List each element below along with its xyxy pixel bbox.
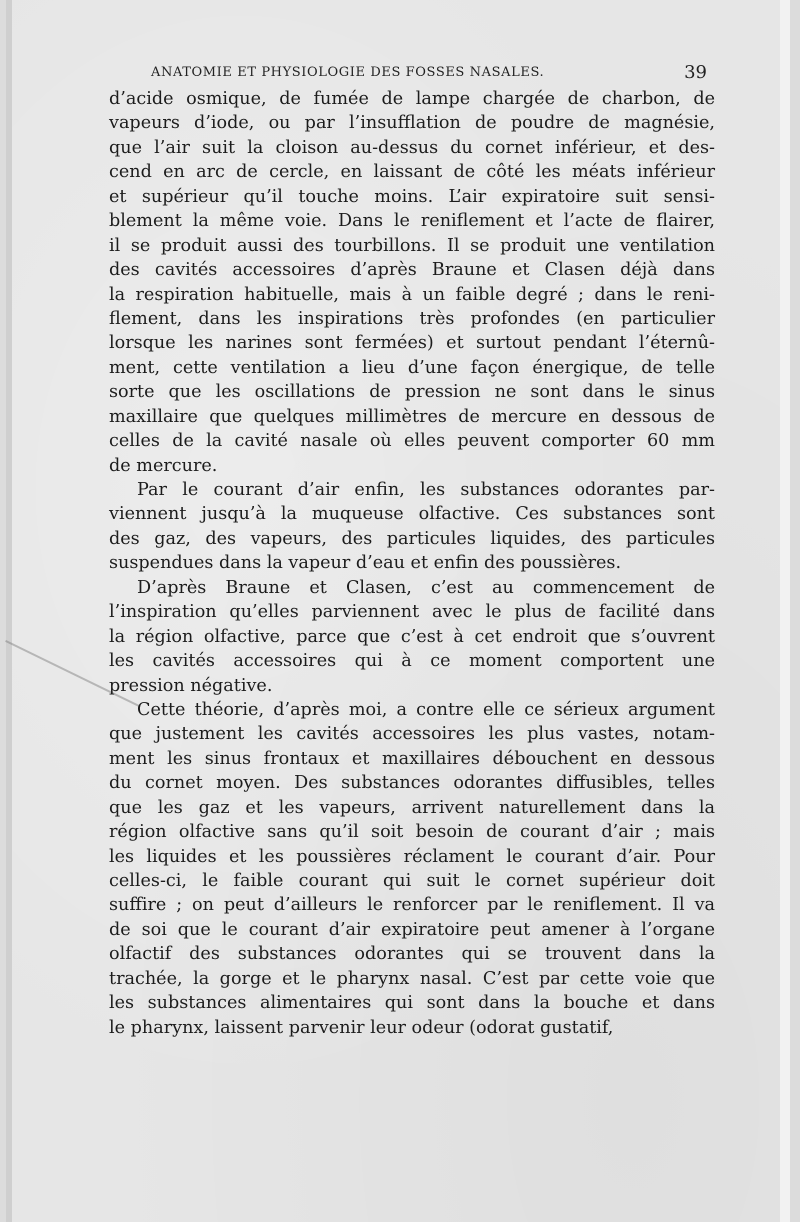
text-line: flement, dans les inspirations très profondes (en particulier	[109, 308, 715, 329]
body-text	[109, 87, 715, 1040]
text-line: pression négative.	[109, 675, 273, 696]
text-line: cend en arc de cercle, en laissant de côté les méats inférieur	[109, 162, 715, 183]
text-line: de soi que le courant d’air expiratoire peut amener à l’organe	[109, 919, 715, 940]
text-line: les substances alimentaires qui sont dans la bouche et dans	[109, 993, 715, 1014]
text-line: viennent jusqu’à la muqueuse olfactive. Ces substances sont	[109, 504, 715, 525]
page-number: 39	[684, 62, 707, 83]
text-line: région olfactive sans qu’il soit besoin de courant d’air ; mais	[109, 822, 715, 843]
text-line: que les gaz et les vapeurs, arrivent naturellement dans la	[109, 797, 715, 818]
text-line: trachée, la gorge et le pharynx nasal. C’est par cette voie que	[109, 968, 715, 989]
text-line: le pharynx, laissent parvenir leur odeur (odorat gustatif,	[109, 1017, 614, 1038]
text-line: sorte que les oscillations de pression ne sont dans le sinus	[109, 382, 715, 403]
text-line: suspendues dans la vapeur d’eau et enfin des poussières.	[109, 553, 622, 574]
text-line: du cornet moyen. Des substances odorantes diffusibles, telles	[109, 773, 715, 794]
text-line: blement la même voie. Dans le reniflement et l’acte de flairer,	[109, 211, 715, 232]
text-line: des gaz, des vapeurs, des particules liquides, des particules	[109, 528, 715, 549]
text-line: ment les sinus frontaux et maxillaires débouchent en dessous	[109, 748, 715, 769]
text-line: que justement les cavités accessoires les plus vastes, notam-	[109, 724, 715, 745]
page-header	[109, 62, 715, 84]
text-line: les liquides et les poussières réclament le courant d’air. Pour	[109, 846, 715, 867]
text-line: D’après Braune et Clasen, c’est au commencement de	[137, 577, 715, 598]
book-page	[6, 0, 790, 1222]
page-right-edge	[780, 0, 790, 1222]
text-line: l’inspiration qu’elles parviennent avec le plus de facilité dans	[109, 602, 715, 623]
paragraph	[109, 698, 715, 1040]
paragraph	[109, 576, 715, 698]
text-line: Par le courant d’air enfin, les substances odorantes par-	[137, 480, 715, 500]
text-line: et supérieur qu’il touche moins. L’air expiratoire suit sensi-	[109, 186, 715, 207]
text-line: les cavités accessoires qui à ce moment comportent une	[109, 651, 715, 672]
text-line: vapeurs d’iode, ou par l’insufflation de poudre de magnésie,	[109, 113, 715, 134]
page-left-edge	[6, 0, 12, 1222]
text-line: la région olfactive, parce que c’est à cet endroit que s’ouvrent	[109, 626, 715, 647]
text-line: ment, cette ventilation a lieu d’une façon énergique, de telle	[109, 357, 715, 378]
text-line: maxillaire que quelques millimètres de mercure en dessous de	[109, 406, 715, 427]
text-line: de mercure.	[109, 455, 218, 476]
text-line: suffire ; on peut d’ailleurs le renforcer par le reniflement. Il va	[109, 895, 715, 916]
text-line: Cette théorie, d’après moi, a contre elle ce sérieux argument	[137, 699, 715, 720]
text-line: il se produit aussi des tourbillons. Il se produit une ventilation	[109, 235, 715, 256]
text-line: des cavités accessoires d’après Braune et Clasen déjà dans	[109, 260, 715, 281]
running-title: ANATOMIE ET PHYSIOLOGIE DES FOSSES NASALES.	[151, 65, 545, 80]
text-line: d’acide osmique, de fumée de lampe chargée de charbon, de	[109, 89, 715, 109]
text-line: que l’air suit la cloison au-dessus du cornet inférieur, et des-	[109, 137, 715, 158]
text-line: celles de la cavité nasale où elles peuvent comporter 60 mm	[109, 431, 715, 452]
text-line: celles-ci, le faible courant qui suit le cornet supérieur doit	[109, 871, 715, 891]
text-line: olfactif des substances odorantes qui se trouvent dans la	[109, 944, 715, 965]
paragraph	[109, 478, 715, 576]
paragraph	[109, 87, 715, 478]
text-line: la respiration habituelle, mais à un faible degré ; dans le reni-	[109, 284, 715, 305]
text-line: lorsque les narines sont fermées) et surtout pendant l’éternû-	[109, 333, 715, 354]
